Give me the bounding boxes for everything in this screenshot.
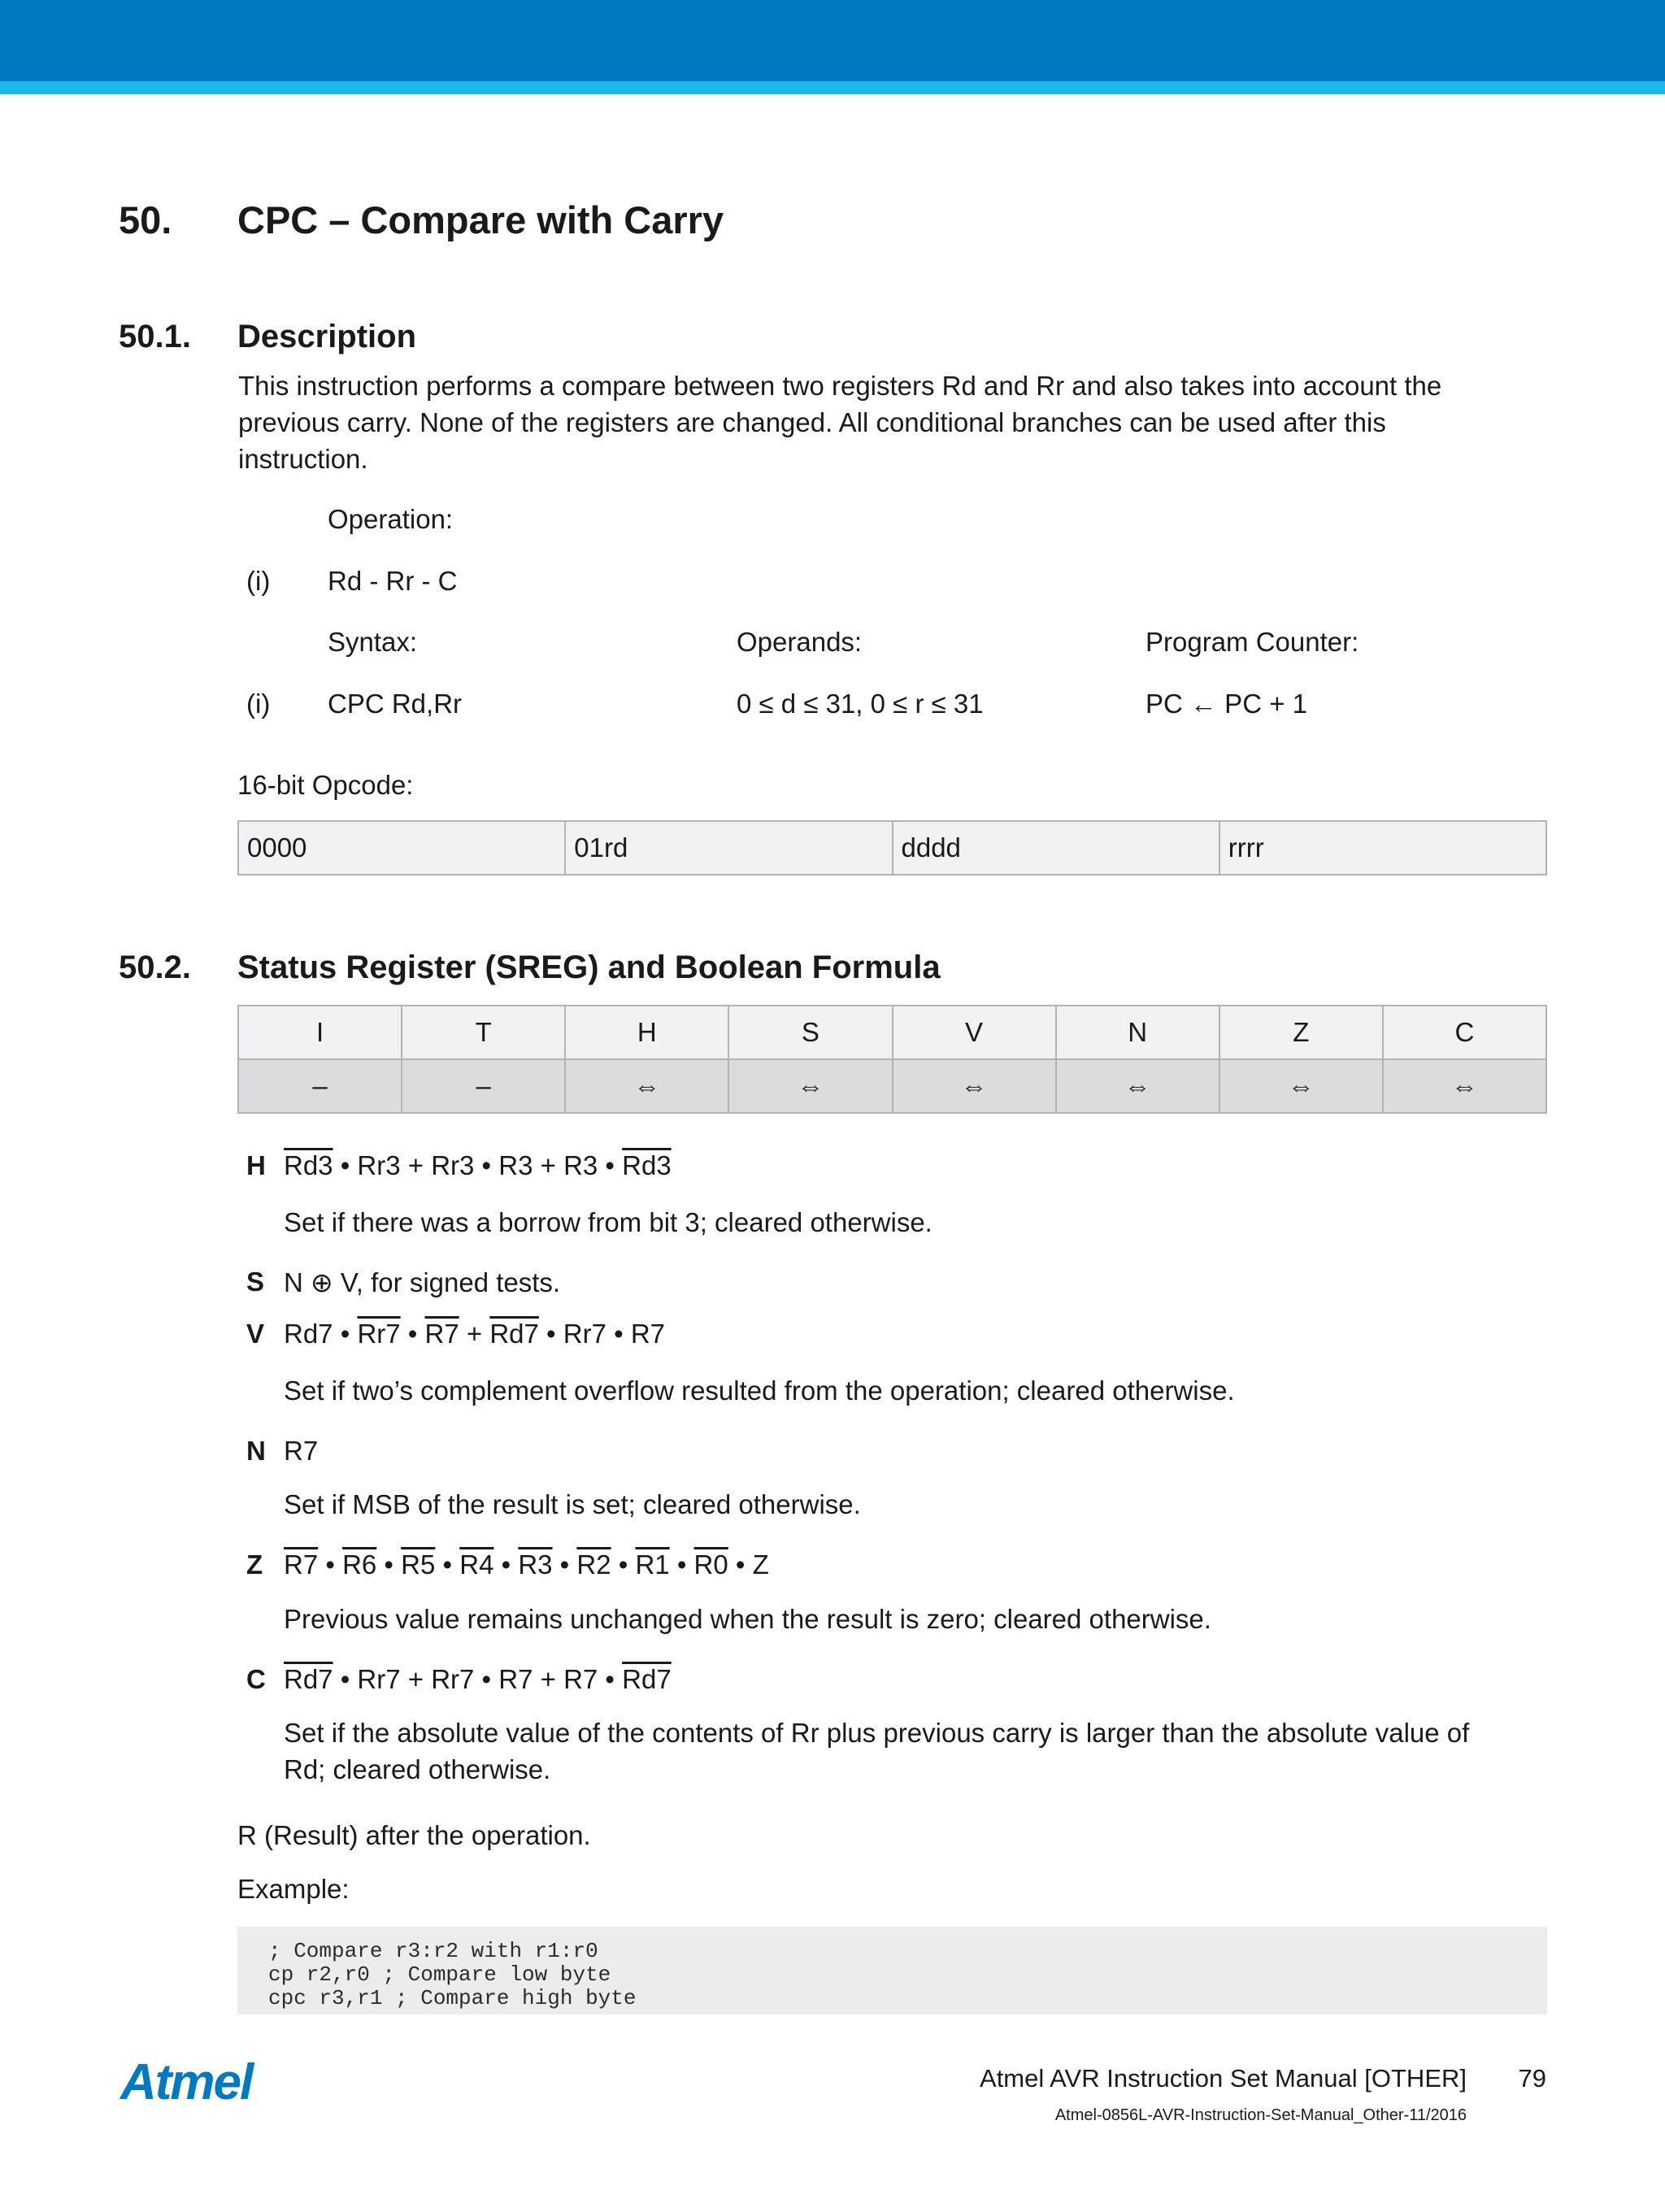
flag-h-explanation: Set if there was a borrow from bit 3; cleared otherwise. bbox=[284, 1207, 932, 1237]
opcode-cell: 0000 bbox=[238, 821, 565, 875]
sreg-value-v: ⇔ bbox=[893, 1059, 1056, 1113]
sreg-flag-n: N bbox=[1056, 1006, 1219, 1059]
flag-v-letter: V bbox=[246, 1319, 265, 1349]
flag-c-explanation-line: Set if the absolute value of the contents of Rr plus previous carry is larger than the absolute value of bbox=[284, 1718, 1470, 1748]
sreg-heading: Status Register (SREG) and Boolean Formula bbox=[237, 950, 941, 985]
description-line: This instruction performs a compare between two registers Rd and Rr and also takes into account the bbox=[238, 371, 1442, 401]
sreg-flag-i: I bbox=[238, 1006, 402, 1059]
header-accent-bar bbox=[0, 81, 1665, 94]
flag-n-letter: N bbox=[246, 1436, 266, 1466]
sreg-flag-c: C bbox=[1383, 1006, 1546, 1059]
section-number: 50. bbox=[119, 198, 172, 241]
program-counter-value: PC ← PC + 1 bbox=[1146, 689, 1307, 719]
flag-s-letter: S bbox=[246, 1267, 265, 1297]
sreg-value-h: ⇔ bbox=[565, 1059, 728, 1113]
code-block bbox=[237, 1927, 1547, 2014]
syntax-label: Syntax: bbox=[328, 627, 418, 657]
flag-h-formula: Rd3 • Rr3 + Rr3 • R3 + R3 • Rd3 bbox=[284, 1150, 672, 1180]
flag-z-explanation: Previous value remains unchanged when the result is zero; cleared otherwise. bbox=[284, 1604, 1211, 1634]
code-line: cpc r3,r1 ; Compare high byte bbox=[268, 1986, 637, 2010]
header-bar bbox=[0, 0, 1665, 81]
flag-c-explanation-line: Rd; cleared otherwise. bbox=[284, 1754, 551, 1784]
opcode-cell: 01rd bbox=[565, 821, 892, 875]
opcode-cell: rrrr bbox=[1219, 821, 1546, 875]
sreg-value-s: ⇔ bbox=[728, 1059, 892, 1113]
operands-value: 0 ≤ d ≤ 31, 0 ≤ r ≤ 31 bbox=[737, 689, 984, 719]
flag-n-explanation: Set if MSB of the result is set; cleared otherwise. bbox=[284, 1489, 861, 1519]
code-line: cp r2,r0 ; Compare low byte bbox=[268, 1962, 611, 1987]
sreg-flag-h: H bbox=[565, 1006, 728, 1059]
opcode-cell: dddd bbox=[893, 821, 1219, 875]
sreg-value-i: – bbox=[238, 1059, 402, 1113]
flag-c-letter: C bbox=[246, 1664, 266, 1694]
result-note: R (Result) after the operation. bbox=[237, 1820, 591, 1850]
example-label: Example: bbox=[237, 1874, 350, 1904]
operation-index: (i) bbox=[246, 566, 271, 596]
flag-z-letter: Z bbox=[246, 1549, 263, 1580]
flag-c-explanation bbox=[284, 1714, 1552, 1788]
sreg-value-t: – bbox=[402, 1059, 565, 1113]
sreg-value-row bbox=[238, 1059, 1546, 1113]
section-title: CPC – Compare with Carry bbox=[237, 198, 724, 241]
flag-n-formula: R7 bbox=[284, 1436, 319, 1466]
description-text bbox=[238, 367, 1547, 477]
description-line: previous carry. None of the registers are changed. All conditional branches can be used after this bbox=[238, 407, 1386, 437]
code-line: ; Compare r3:r2 with r1:r0 bbox=[268, 1939, 598, 1963]
page-number: 79 bbox=[1518, 2064, 1546, 2092]
description-line: instruction. bbox=[238, 444, 368, 474]
operands-label: Operands: bbox=[737, 627, 863, 657]
sreg-value-z: ⇔ bbox=[1219, 1059, 1383, 1113]
program-counter-label: Program Counter: bbox=[1146, 627, 1359, 657]
sreg-flag-z: Z bbox=[1219, 1006, 1383, 1059]
footer-title: Atmel AVR Instruction Set Manual [OTHER] bbox=[980, 2064, 1467, 2092]
opcode-table bbox=[237, 820, 1547, 876]
flag-s-formula: N ⊕ V, for signed tests. bbox=[284, 1267, 561, 1297]
document-id: Atmel-0856L-AVR-Instruction-Set-Manual_Other-11/2016 bbox=[1054, 2106, 1467, 2124]
operation-formula: Rd - Rr - C bbox=[328, 566, 458, 596]
sreg-flag-v: V bbox=[893, 1006, 1056, 1059]
description-number: 50.1. bbox=[119, 319, 191, 354]
opcode-label: 16-bit Opcode: bbox=[237, 770, 414, 800]
sreg-table bbox=[237, 1005, 1547, 1114]
description-heading: Description bbox=[237, 319, 417, 354]
syntax-index: (i) bbox=[246, 689, 271, 719]
operation-label: Operation: bbox=[328, 504, 454, 534]
flag-h-letter: H bbox=[246, 1150, 266, 1180]
sreg-flag-row bbox=[238, 1006, 1546, 1059]
atmel-logo bbox=[119, 2053, 281, 2110]
flag-c-formula: Rd7 • Rr7 + Rr7 • R7 + R7 • Rd7 bbox=[284, 1664, 672, 1694]
sreg-flag-s: S bbox=[728, 1006, 892, 1059]
flag-z-formula: R7 • R6 • R5 • R4 • R3 • R2 • R1 • R0 • Z bbox=[284, 1549, 769, 1580]
sreg-value-n: ⇔ bbox=[1056, 1059, 1219, 1113]
sreg-number: 50.2. bbox=[119, 950, 191, 985]
flag-v-explanation: Set if two’s complement overflow resulted from the operation; cleared otherwise. bbox=[284, 1375, 1235, 1406]
sreg-value-c: ⇔ bbox=[1383, 1059, 1546, 1113]
sreg-flag-t: T bbox=[402, 1006, 565, 1059]
atmel-logo-text: Atmel bbox=[120, 2054, 253, 2110]
flag-v-formula: Rd7 • Rr7 • R7 + Rd7 • Rr7 • R7 bbox=[284, 1319, 665, 1349]
syntax-value: CPC Rd,Rr bbox=[328, 689, 463, 719]
